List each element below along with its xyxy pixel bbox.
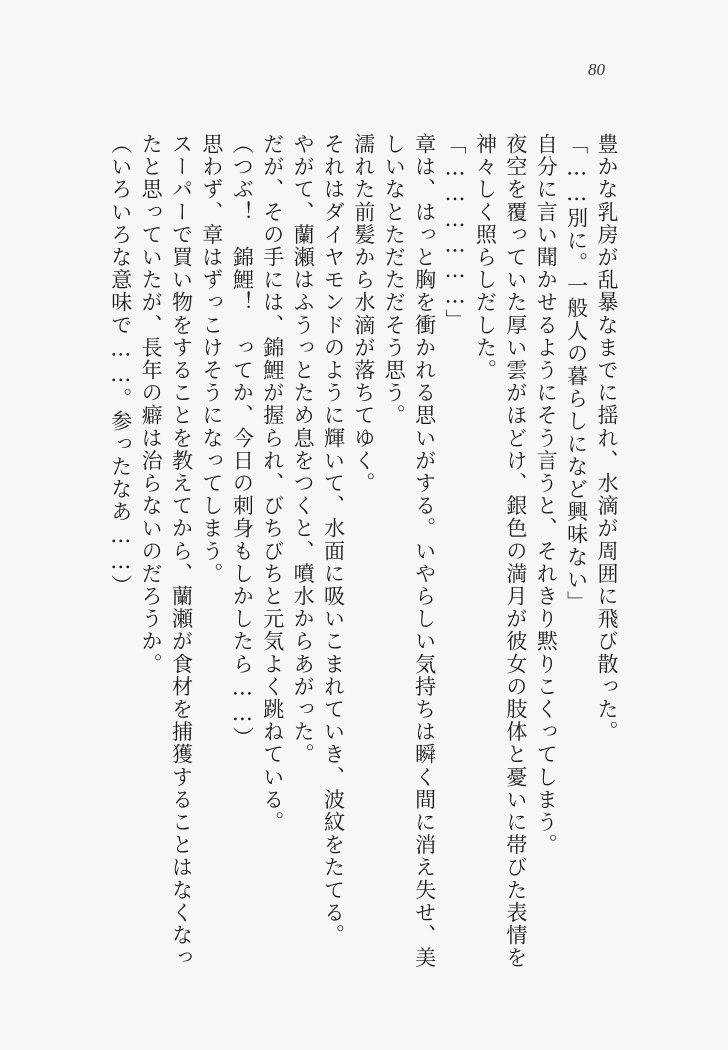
text-line: 「……別に。一般人の暮らしになど興味ない」: [564, 133, 589, 614]
page-number: 80: [588, 60, 605, 79]
text-line: スーパーで買い物をすることを教えてから、蘭瀬が食材を捕獲することはなくなっ: [169, 133, 194, 970]
text-line: 自分に言い聞かせるようにそう言うと、それきり黙りこくってしまう。: [534, 133, 559, 857]
text-line: しいなとただただそう思う。: [382, 133, 407, 427]
text-line: 「………………」: [443, 133, 468, 332]
text-line: 濡れた前髪から水滴が落ちてゆく。: [351, 133, 376, 495]
text-line: 豊かな乳房が乱暴なまでに揺れ、水滴が周囲に飛び散った。: [595, 133, 619, 744]
text-line: それはダイヤモンドのように輝いて、水面に吸いこまれていき、波紋をたてる。: [321, 133, 346, 947]
text-line: やがて、蘭瀬はふうっとため息をつくと、噴水からあがった。: [291, 133, 316, 766]
text-line: たと思っていたが、長年の癖は治らないのだろうか。: [139, 133, 164, 676]
text-line: 神々しく照らしだした。: [473, 133, 498, 382]
text-line: （つぶ！ 錦鯉！ ってか、今日の刺身もしかしたら……）: [230, 133, 255, 750]
text-line: だが、その手には、錦鯉が握られ、びちびちと元気よく跳ねている。: [260, 133, 285, 834]
text-line: （いろいろな意味で……。参ったなあ……）: [108, 133, 133, 597]
text-line: 章は、はっと胸を衝かれる思いがする。いやらしい気持ちは瞬く間に消え失せ、美: [412, 133, 437, 970]
vertical-text-body: [108, 133, 620, 1013]
text-line: 思わず、章はずっこけそうになってしまう。: [199, 133, 224, 585]
text-line: 夜空を覆っていた厚い雲がほどけ、銀色の満月が彼女の肢体と憂いに帯びた表情を: [503, 133, 528, 970]
